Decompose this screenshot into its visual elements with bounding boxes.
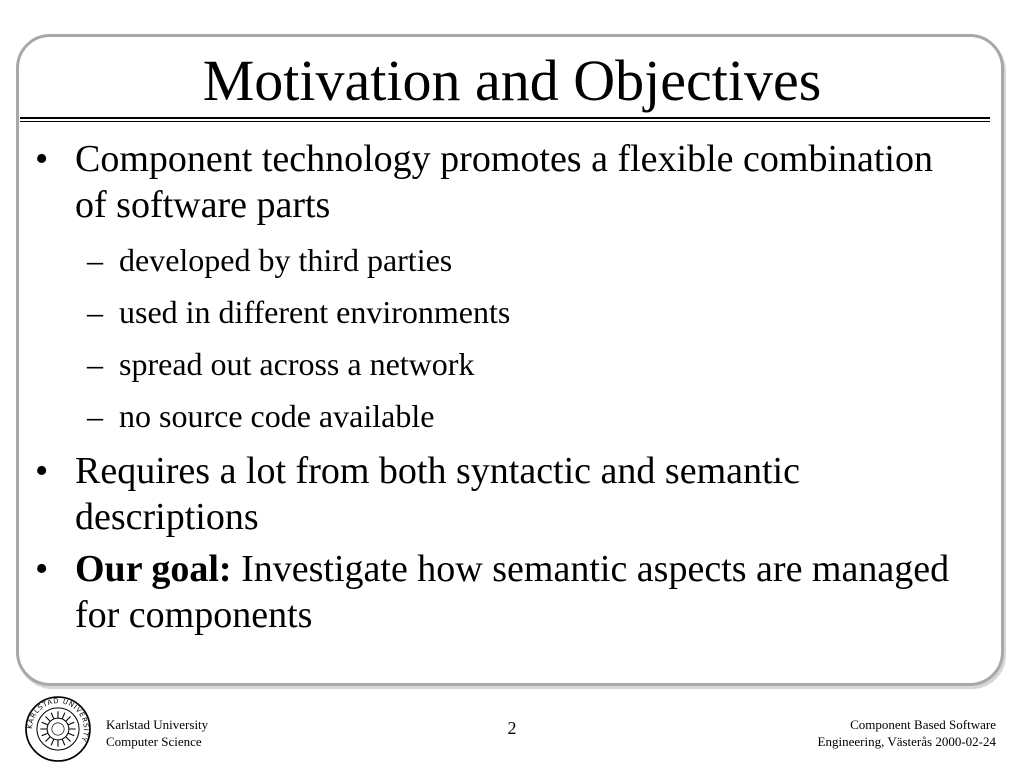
bullet-item	[32, 136, 972, 228]
bullet-text: Component technology promotes a flexible combination of software parts	[75, 138, 933, 226]
bullet-mark: •	[35, 548, 49, 590]
bullet-text: Requires a lot from both syntactic and semantic descriptions	[75, 450, 800, 538]
footer-course: Component Based Software	[850, 717, 996, 732]
sub-bullet-item	[32, 234, 972, 286]
footer-course-info	[818, 716, 996, 750]
sub-bullet-text: used in different environments	[119, 294, 511, 330]
page-number: 2	[507, 718, 517, 738]
title-rule-thin	[20, 121, 990, 122]
karlstad-university-seal-icon	[24, 695, 92, 763]
dash-mark: –	[87, 346, 103, 382]
sub-bullet-text: spread out across a network	[119, 346, 475, 382]
bullet-mark: •	[35, 450, 49, 492]
slide-footer	[0, 690, 1024, 768]
footer-department: Computer Science	[106, 734, 202, 749]
footer-university: Karlstad University	[106, 717, 209, 732]
sub-bullet-item	[32, 286, 972, 338]
dash-mark: –	[87, 242, 103, 278]
slide-content	[32, 136, 972, 644]
dash-mark: –	[87, 398, 103, 434]
footer-institution	[106, 716, 208, 750]
sub-bullet-text: no source code available	[119, 398, 435, 434]
sub-bullet-text: developed by third parties	[119, 242, 453, 278]
bullet-bold-prefix: Our goal:	[75, 548, 232, 590]
sub-bullet-list	[32, 234, 972, 442]
logo-text: KARLSTAD UNIVERSITY	[26, 697, 90, 744]
title-rule	[20, 117, 990, 119]
sub-bullet-item	[32, 338, 972, 390]
sub-bullet-item	[32, 390, 972, 442]
footer-place-date: Engineering, Västerås 2000-02-24	[817, 734, 996, 749]
bullet-item	[32, 546, 972, 638]
bullet-mark: •	[35, 138, 49, 180]
slide-title: Motivation and Objectives	[202, 48, 822, 113]
bullet-item	[32, 448, 972, 540]
dash-mark: –	[87, 294, 103, 330]
bullet-text: Investigate how semantic aspects are managed for components	[75, 548, 950, 636]
